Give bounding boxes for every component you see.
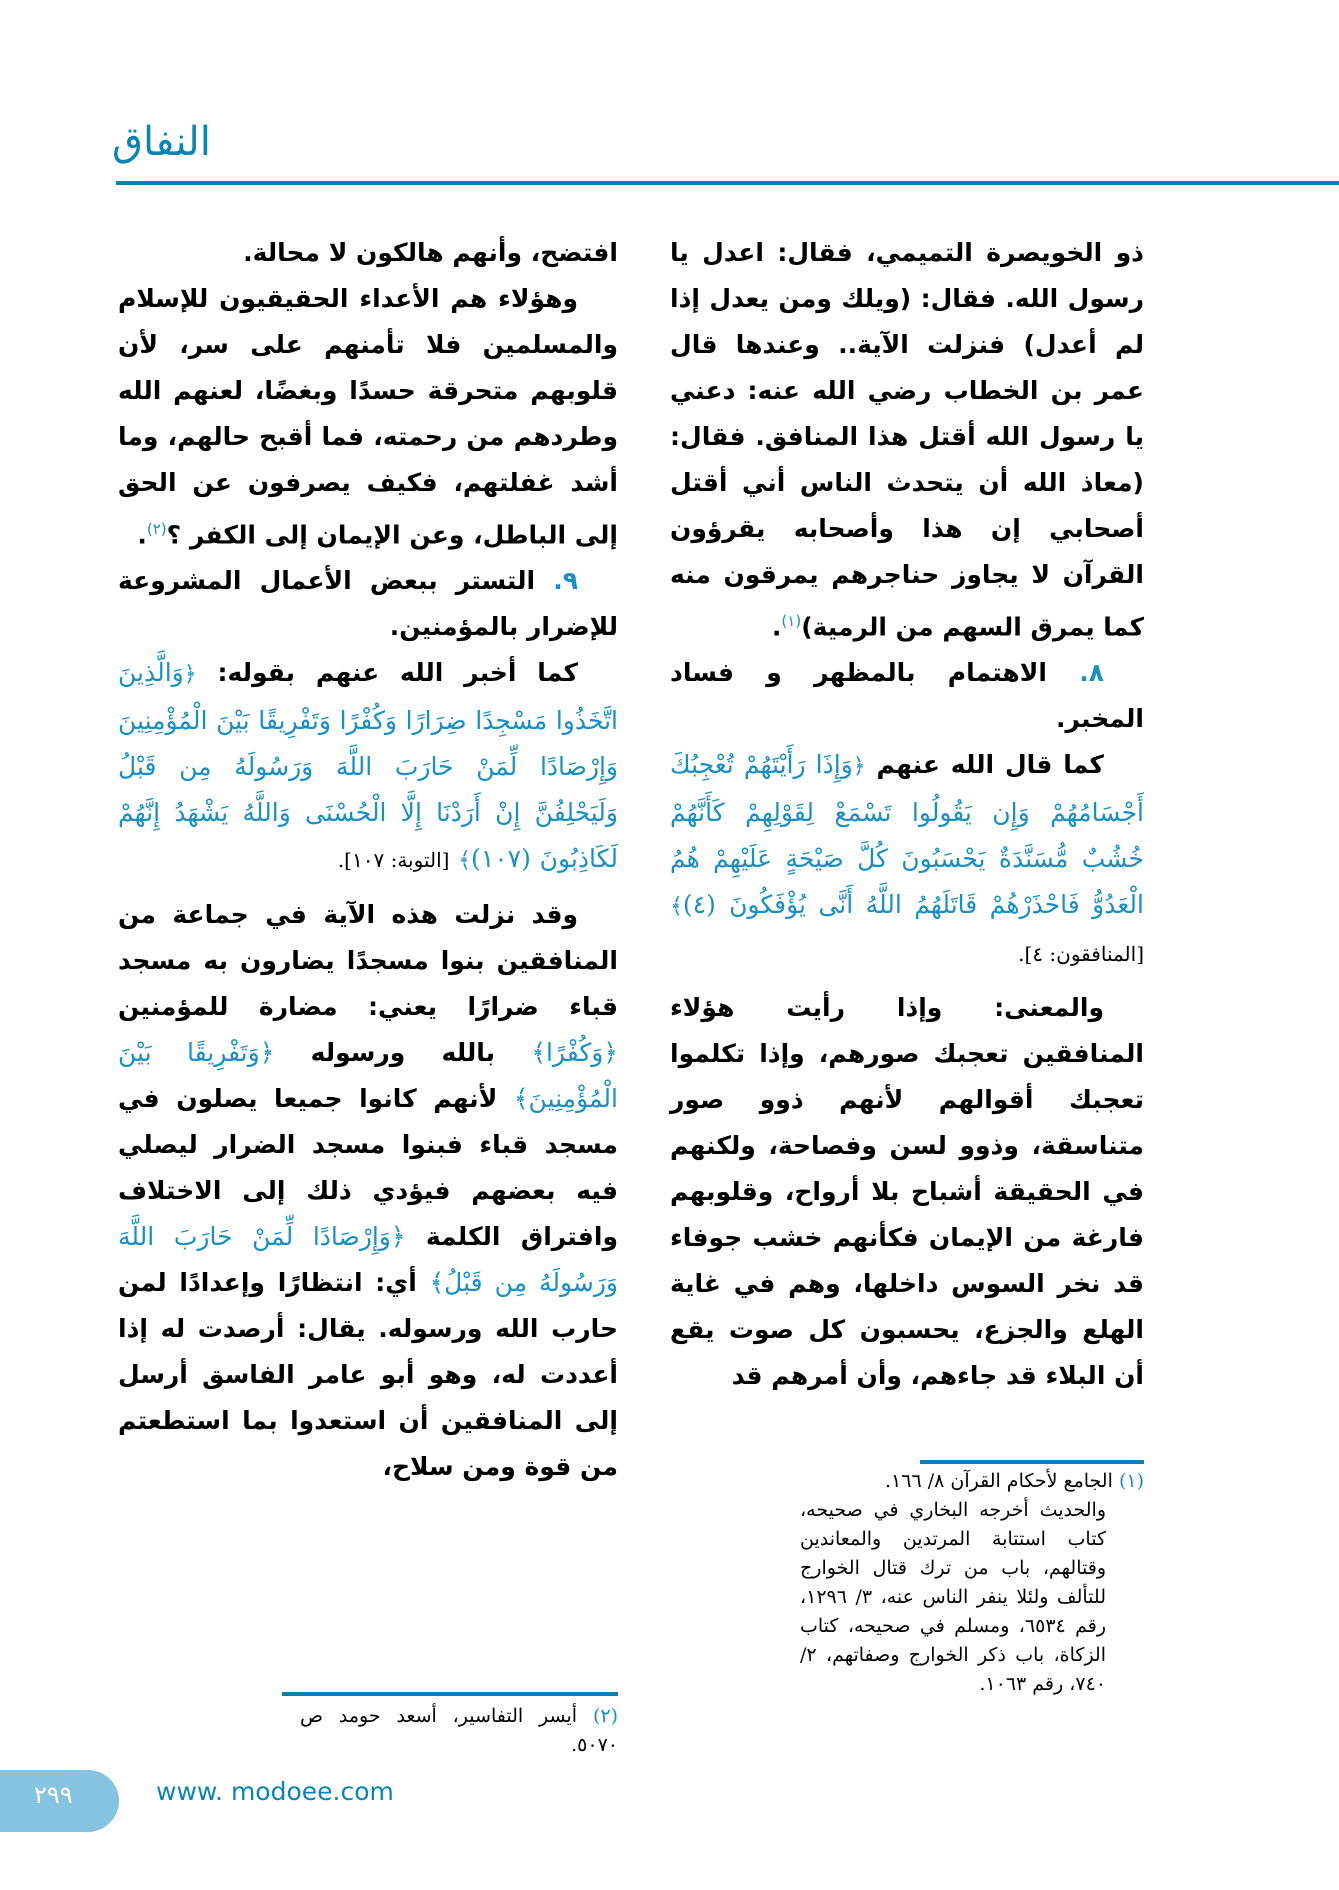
section-heading: [670, 650, 1144, 742]
footnote-1: [800, 1467, 1144, 1699]
heading-number: ٨.: [1079, 658, 1104, 688]
quran-quote: ﴿وَتَفْرِيقًا بَيْنَ الْمُؤْمِنِينَ﴾: [118, 1038, 618, 1114]
page-number: ٢٩٩: [34, 1781, 73, 1809]
verse-reference: [المنافقون: ٤].: [1018, 942, 1144, 967]
verse-intro: كما قال الله عنهم: [876, 750, 1104, 780]
verse-open-ornament-icon: ﴿: [183, 662, 197, 688]
right-column: [670, 230, 1144, 1399]
footnote-line: [800, 1467, 1144, 1496]
verse-number: (١٠٧): [471, 844, 531, 874]
quran-quote: ﴿وَكُفْرًا﴾: [531, 1038, 618, 1068]
page-title: النفاق: [112, 119, 211, 165]
verse-intro: كما أخبر الله عنهم بقوله:: [217, 658, 578, 688]
paragraph-text: أي: انتظارًا وإعدادًا لمن حارب الله ورسوله. يقال: أرصدت له إذا أعددت له، وهو أبو عامر الفاسق أرسل إلى المنافقين أن استعدوا بما استطعتم من قوة ومن سلاح،: [118, 1268, 618, 1482]
footnote-text: الجامع لأحكام القرآن ٨/ ١٦٦.: [884, 1470, 1113, 1492]
footnote-divider: [920, 1460, 1144, 1464]
footnote-mark: (١): [1118, 1470, 1144, 1492]
section-heading: [118, 558, 618, 650]
paragraph: [118, 892, 618, 1490]
verse-close-ornament-icon: ﴾: [458, 848, 472, 874]
heading-text: التستر ببعض الأعمال المشروعة للإضرار بالمؤمنين.: [118, 566, 618, 642]
verse-paragraph: [670, 742, 1144, 977]
punctuation: .: [771, 612, 782, 642]
footnote-2: [300, 1702, 618, 1760]
paragraph: والمعنى: وإذا رأيت هؤلاء المنافقين تعجبك صورهم، وإذا تكلموا تعجبك أقوالهم لأنهم ذوو صور متناسقة، وذوو لسن وفصاحة، ولكنهم في الحقيقة أشباح بلا أرواح، وقلوبهم فارغة من الإيمان فكأنهم خشب جوفاء قد نخر السوس داخلها، وهم في غاية الهلع والجزع، يحسبون كل صوت يقع أن البلاء قد جاءهم، وأن أمرهم قد: [670, 993, 1144, 1391]
verse-open-ornament-icon: ﴿: [852, 754, 866, 780]
paragraph: افتضح، وأنهم هالكون لا محالة.: [243, 238, 618, 267]
verse-close-ornament-icon: ﴾: [670, 894, 683, 920]
verse-paragraph: [118, 650, 618, 884]
paragraph: [670, 230, 1144, 650]
footnote-text: أيسر التفاسير، أسعد حومد ص ٥٠٧٠.: [300, 1705, 618, 1756]
quran-verse: وَالَّذِينَ اتَّخَذُوا مَسْجِدًا ضِرَارًا وَكُفْرًا وَتَفْرِيقًا بَيْنَ الْمُؤْمِنِينَ وَإِرْصَادًا لِّمَنْ حَارَبَ اللَّهَ وَرَسُولَهُ مِن قَبْلُ وَلَيَحْلِفُنَّ إِنْ أَرَدْنَا إِلَّا الْحُسْنَى وَاللَّهُ يَشْهَدُ إِنَّهُمْ لَكَاذِبُونَ: [118, 658, 618, 874]
header-divider: [116, 181, 1339, 185]
quran-quote: ﴿وَإِرْصَادًا لِّمَنْ حَارَبَ اللَّهَ وَرَسُولَهُ مِن قَبْلُ﴾: [118, 1222, 618, 1298]
heading-text: الاهتمام بالمظهر و فساد المخبر.: [670, 658, 1144, 734]
verse-number: (٤): [682, 890, 716, 920]
punctuation: .: [137, 520, 147, 550]
paragraph-text: وقد نزلت هذه الآية في جماعة من المنافقين بنوا مسجدًا يضارون به مسجد قباء ضرارًا يعني: مضارة للمؤمنين: [118, 900, 618, 1022]
heading-number: ٩.: [553, 566, 578, 596]
footnote-mark: (٢): [592, 1705, 618, 1727]
paragraph-text: بالله ورسوله: [310, 1038, 496, 1068]
paragraph-text: لأنهم كانوا جميعا يصلون في مسجد قباء فبنوا مسجد الضرار ليصلي فيه بعضهم فيؤدي ذلك إلى الاختلاف وافتراق الكلمة: [118, 1084, 618, 1252]
footnote-ref[interactable]: (١): [781, 612, 802, 630]
footnote-text: والحديث أخرجه البخاري في صحيحه، كتاب استتابة المرتدين والمعاندين وقتالهم، باب من ترك قتال الخوارج للتألف ولئلا ينفر الناس عنه، ٣/ ١٢٩٦، رقم ٦٥٣٤، ومسلم في صحيحه، كتاب الزكاة، باب ذكر الخوارج وصفاتهم، ٢/ ٧٤٠، رقم ١٠٦٣.: [800, 1499, 1106, 1695]
verse-reference: [التوبة: ١٠٧].: [337, 848, 450, 873]
left-column: [118, 230, 618, 1490]
paragraph-text: ذو الخويصرة التميمي، فقال: اعدل يا رسول الله. فقال: (ويلك ومن يعدل إذا لم أعدل) فنزلت الآية.. وعندها قال عمر بن الخطاب رضي الله عنه: دعني يا رسول الله أقتل هذا المنافق. فقال: (معاذ الله أن يتحدث الناس أني أقتل أصحابي إن هذا وأصحابه يقرؤون القرآن لا يجاوز حناجرهم يمرقون منه كما يمرق السهم من الرمية): [670, 238, 1144, 642]
quran-verse: وَإِذَا رَأَيْتَهُمْ تُعْجِبُكَ أَجْسَامُهُمْ وَإِن يَقُولُوا تَسْمَعْ لِقَوْلِهِمْ كَأَنَّهُمْ خُشُبٌ مُّسَنَّدَةٌ يَحْسَبُونَ كُلَّ صَيْحَةٍ عَلَيْهِمْ هُمُ الْعَدُوُّ فَاحْذَرْهُمْ قَاتَلَهُمُ اللَّهُ أَنَّى يُؤْفَكُونَ: [670, 750, 1144, 920]
footnote-divider: [282, 1692, 618, 1696]
website-link[interactable]: www. modoee.com: [156, 1777, 394, 1806]
paragraph: [118, 276, 618, 558]
footnote-ref[interactable]: (٢): [146, 520, 167, 538]
paragraph-text: وهؤلاء هم الأعداء الحقيقيون للإسلام والمسلمين فلا تأمنهم على سر، لأن قلوبهم متحرقة حسدًا وبغضًا، لعنهم الله وطردهم من رحمته، فما أقبح حالهم، وما أشد غفلتهم، فكيف يصرفون عن الحق إلى الباطل، وعن الإيمان إلى الكفر ؟: [118, 284, 618, 550]
